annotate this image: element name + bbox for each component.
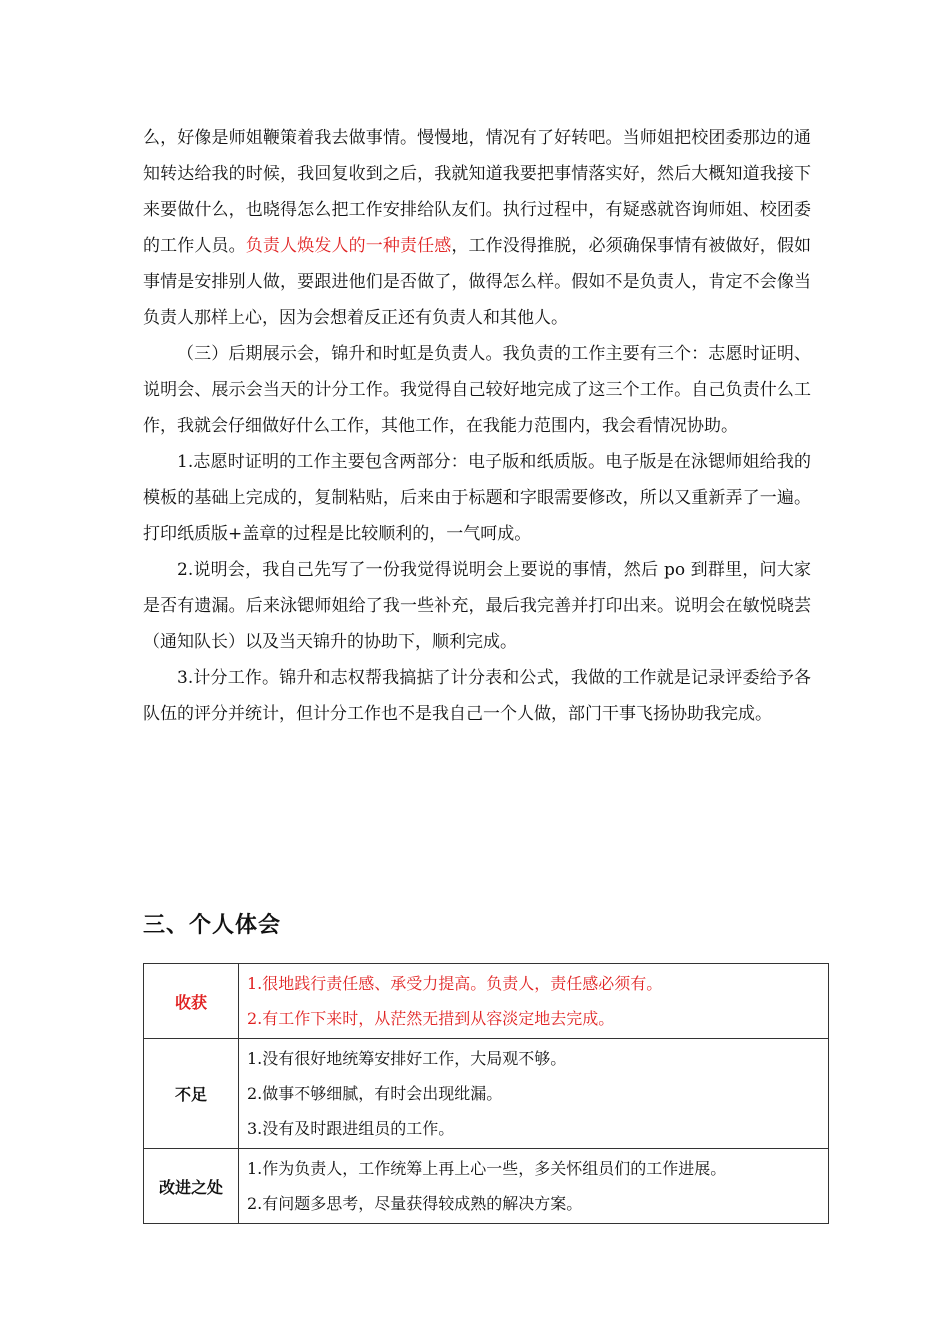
table-row-improvements	[144, 1149, 829, 1224]
list-item: 2.有问题多思考，尽量获得较成熟的解决方案。	[247, 1194, 583, 1213]
row-label-improvements: 改进之处	[144, 1149, 239, 1224]
row-content-shortcomings	[239, 1039, 829, 1149]
paragraph-text: ，工作没得推脱，必须确保事情有被做好，假如事情是安排别人做，要跟进他们是否做了，做得怎么样。假如不是负责人，肯定不会像当负责人那样上心，因为会想着反正还有负责人和其他人。	[143, 236, 812, 328]
list-item: 1.很地践行责任感、承受力提高。负责人，责任感必须有。	[247, 974, 663, 993]
paragraph-scoring: 3.计分工作。锦升和志权帮我搞掂了计分表和公式，我做的工作就是记录评委给予各队伍的评分并统计，但计分工作也不是我自己一个人做，部门干事飞扬协助我完成。	[143, 668, 811, 724]
highlighted-phrase: 负责人焕发人的一种责任感	[245, 236, 452, 256]
paragraph-exhibition: （三）后期展示会，锦升和时虹是负责人。我负责的工作主要有三个：志愿时证明、说明会、展示会当天的计分工作。我觉得自己较好地完成了这三个工作。自己负责什么工作，我就会仔细做好什么工作，其他工作，在我能力范围内，我会看情况协助。	[143, 344, 811, 436]
list-item: 1.作为负责人，工作统筹上再上心一些，多关怀组员们的工作进展。	[247, 1159, 727, 1178]
list-item: 2.做事不够细腻，有时会出现纰漏。	[247, 1084, 503, 1103]
paragraph-responsibility	[143, 120, 811, 336]
row-content-gains	[239, 964, 829, 1039]
table-row-shortcomings	[144, 1039, 829, 1149]
paragraph-volunteer-certificate: 1.志愿时证明的工作主要包含两部分：电子版和纸质版。电子版是在泳锶师姐给我的模板的基础上完成的，复制粘贴，后来由于标题和字眼需要修改，所以又重新弄了一遍。打印纸质版+盖章的过程是比较顺利的，一气呵成。	[143, 452, 811, 544]
body-text	[143, 120, 811, 732]
list-item: 2.有工作下来时，从茫然无措到从容淡定地去完成。	[247, 1009, 615, 1028]
paragraph-text: 么，好像是师姐鞭策着我去做事情。慢慢地，情况有了好转吧。当师姐把校团委那边的通知转达给我的时候，我回复收到之后，我就知道我要把事情落实好，然后大概知道我接下来要做什么，也晓得怎么把工作安排给队友们。执行过程中，有疑惑就咨询师姐、校团委的工作人员。	[143, 128, 811, 256]
row-label-gains: 收获	[144, 964, 239, 1039]
reflection-table	[143, 963, 829, 1224]
list-item: 1.没有很好地统筹安排好工作，大局观不够。	[247, 1049, 567, 1068]
table-row-gains	[144, 964, 829, 1039]
paragraph-briefing: 2.说明会，我自己先写了一份我觉得说明会上要说的事情，然后 po 到群里，问大家是否有遗漏。后来泳锶师姐给了我一些补充，最后我完善并打印出来。说明会在敏悦晓芸（通知队长）以及当天锦升的协助下，顺利完成。	[143, 560, 811, 652]
list-item: 3.没有及时跟进组员的工作。	[247, 1119, 455, 1138]
section-heading: 三、个人体会	[143, 913, 282, 938]
row-content-improvements	[239, 1149, 829, 1224]
row-label-shortcomings: 不足	[144, 1039, 239, 1149]
